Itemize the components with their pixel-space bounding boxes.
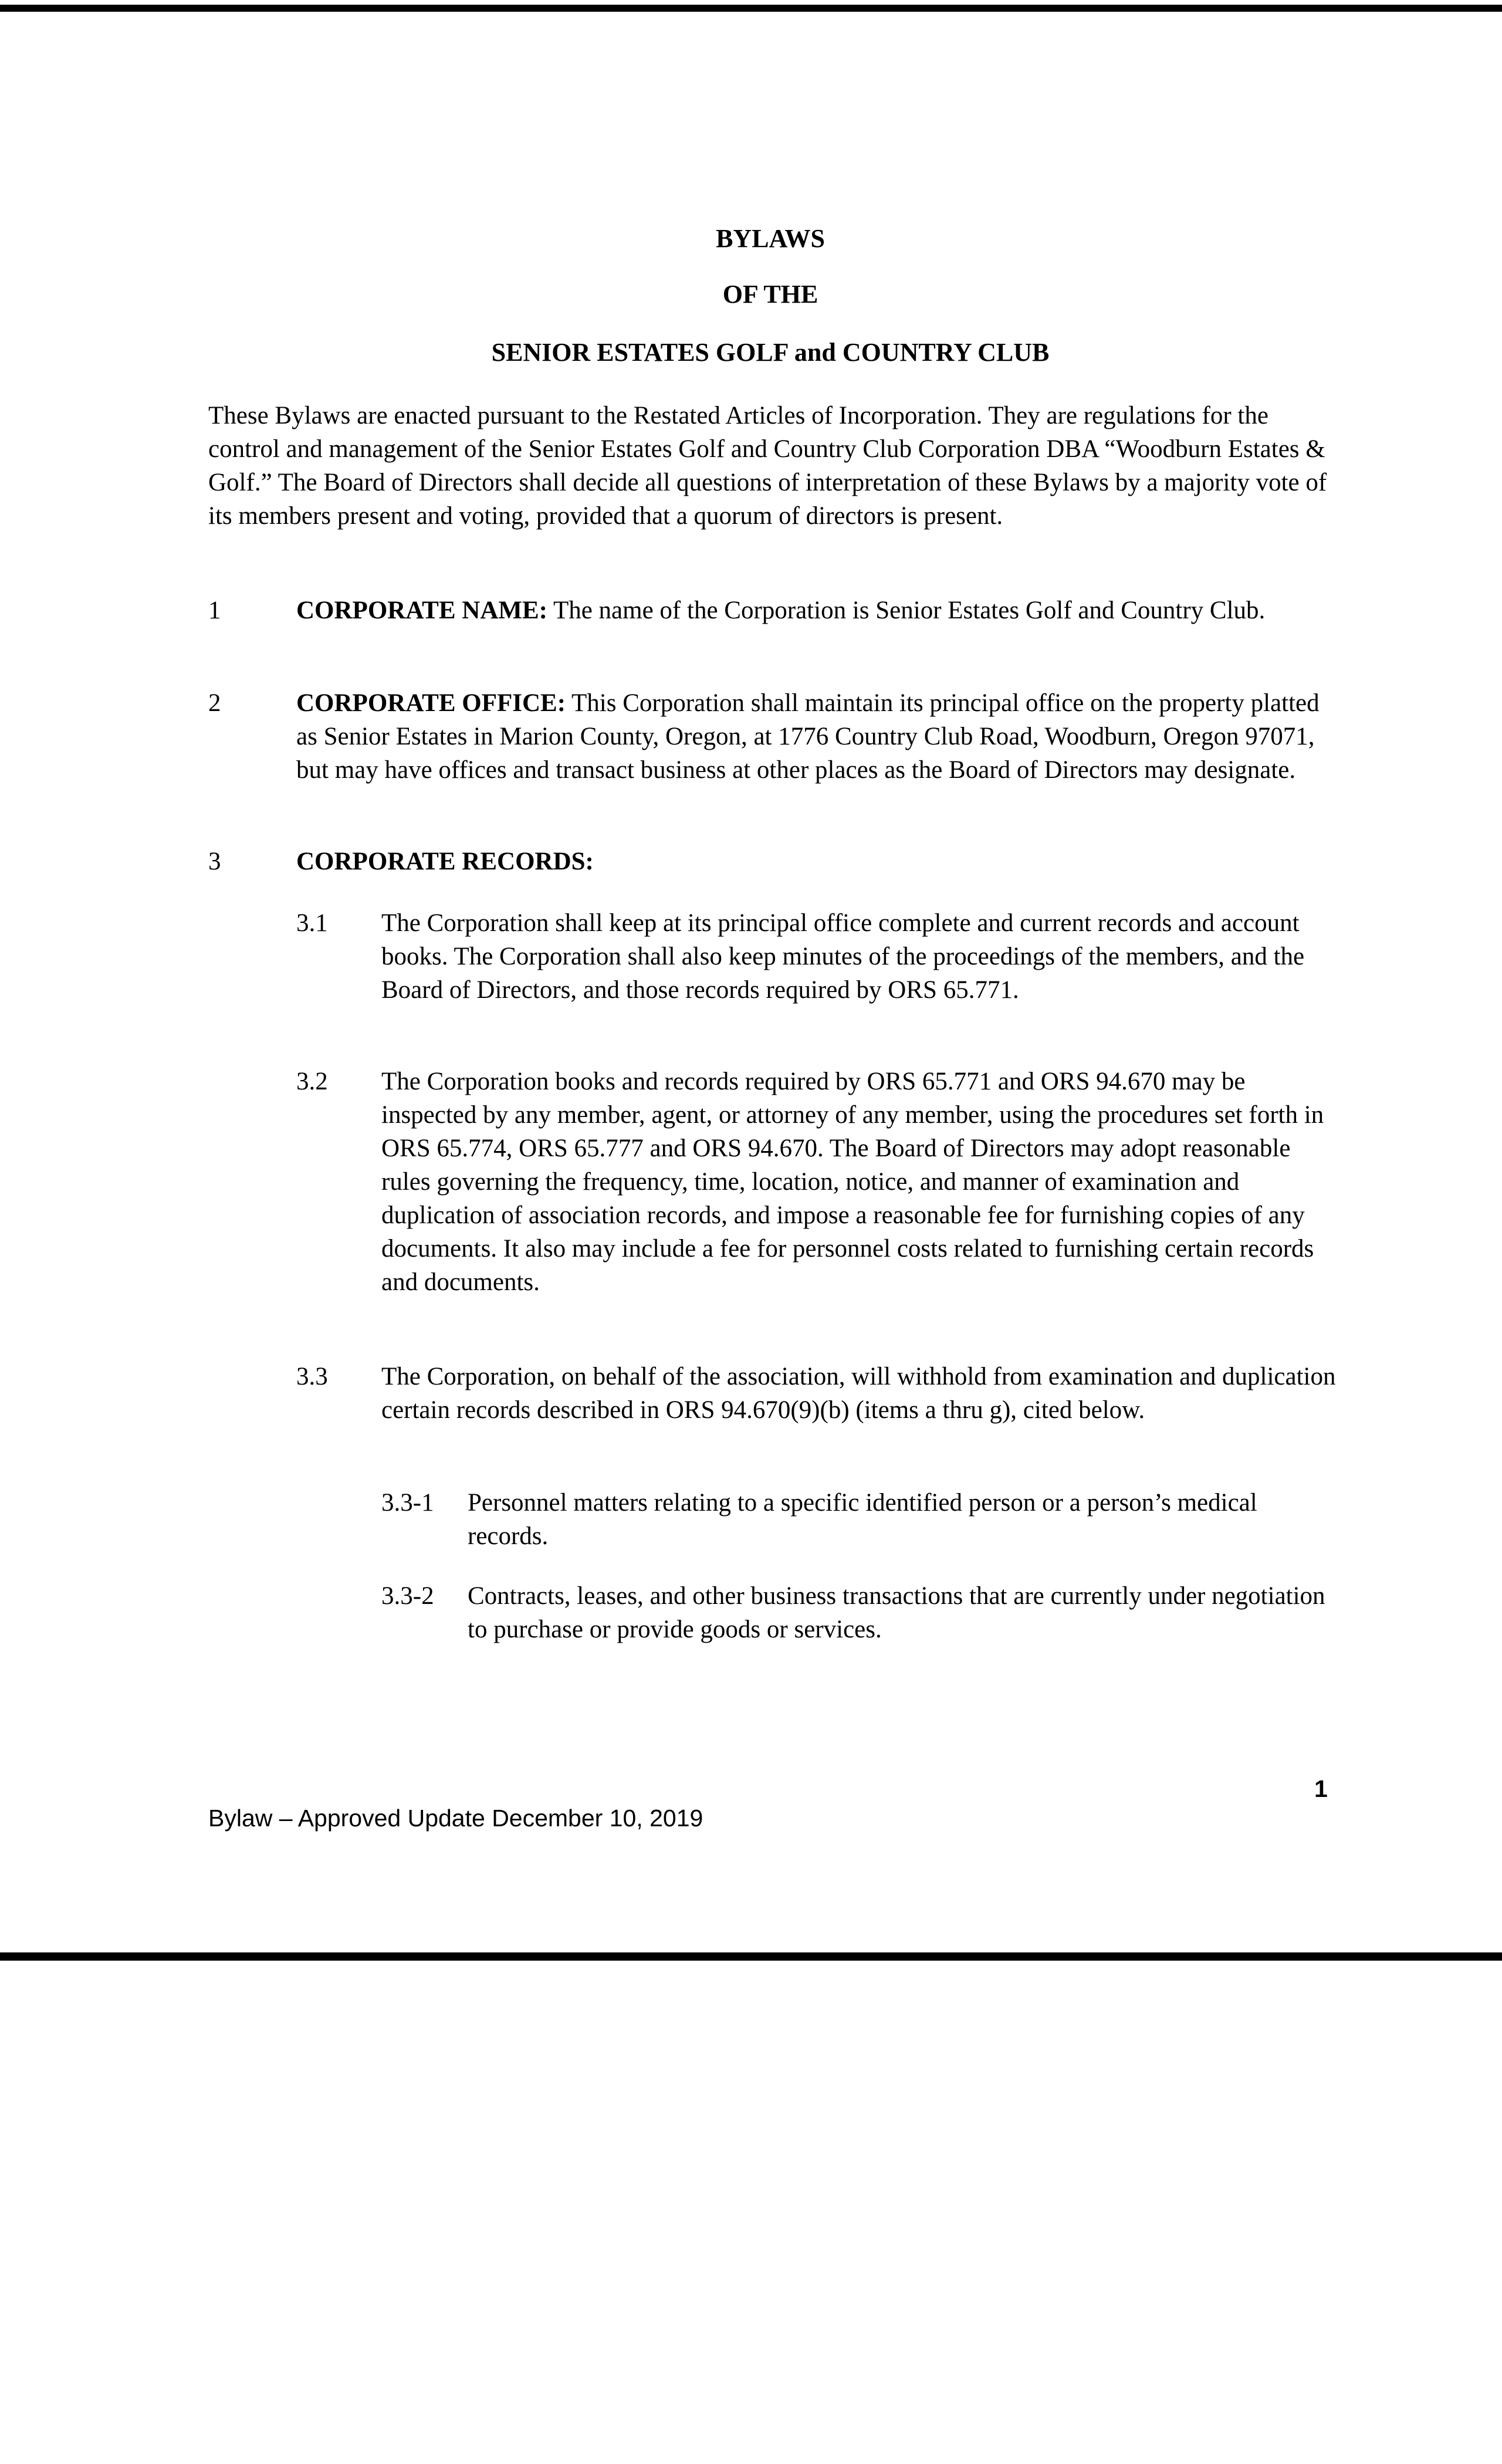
subsection-number: 3.2 — [296, 1068, 328, 1095]
section-corporate-office — [296, 686, 1341, 787]
section-number: 3 — [208, 848, 221, 875]
section-heading: CORPORATE RECORDS: — [296, 848, 594, 875]
sub-subsection-text: Personnel matters relating to a specific identified person or a person’s medical records. — [468, 1489, 1257, 1550]
subsection-text: The Corporation, on behalf of the association, will withhold from examination and duplication certain records described in ORS 94.670(9)(b) (items a thru g), cited below. — [381, 1363, 1336, 1424]
sub-subsection-text: Contracts, leases, and other business transactions that are currently under negotiation to purchase or provide goods or services. — [468, 1582, 1325, 1643]
document-title-line-2: OF THE — [722, 280, 818, 309]
section-heading: CORPORATE OFFICE: — [296, 689, 566, 717]
section-corporate-name — [296, 594, 1341, 627]
subsection-number: 3.1 — [296, 909, 328, 937]
section-number: 1 — [208, 597, 221, 624]
section-heading: CORPORATE NAME: — [296, 597, 547, 624]
sub-subsection-number: 3.3-2 — [381, 1582, 434, 1610]
organization-name: SENIOR ESTATES GOLF and COUNTRY CLUB — [491, 338, 1050, 367]
section-number: 2 — [208, 689, 221, 717]
subsection-text: The Corporation books and records required by ORS 65.771 and ORS 94.670 may be inspected by any member, agent, or attorney of any member, using the procedures set forth in ORS 65.774, ORS 65.777 and ORS 94.670. The Board of Directors may adopt reasonable rules governing the frequency, time, location, notice, and manner of examination and duplication of association records, and impose a reasonable fee for furnishing copies of any documents. It also may include a fee for personnel costs related to furnishing certain records and documents. — [381, 1068, 1324, 1296]
sub-subsection-number: 3.3-1 — [381, 1489, 434, 1517]
subsection-number: 3.3 — [296, 1363, 328, 1390]
scan-bottom-rule — [0, 1952, 1502, 1961]
subsection-text: The Corporation shall keep at its principal office complete and current records and account books. The Corporation shall also keep minutes of the proceedings of the members, and the Board of Directors, and those records required by ORS 65.771. — [381, 909, 1305, 1004]
page-number: 1 — [1314, 1775, 1328, 1802]
section-text: This Corporation shall maintain its principal office on the property platted as Senior Estates in Marion County, Oregon, at 1776 Country Club Road, Woodburn, Oregon 97071, but may have offices and transact business at other places as the Board of Directors may designate. — [296, 689, 1320, 784]
section-text: The name of the Corporation is Senior Estates Golf and Country Club. — [547, 597, 1266, 624]
document-title: BYLAWS — [716, 224, 825, 253]
intro-paragraph: These Bylaws are enacted pursuant to the Restated Articles of Incorporation. They are regulations for the control and management of the Senior Estates Golf and Country Club Corporation DBA “Woodburn Estates & Golf.” The Board of Directors shall decide all questions of interpretation of these Bylaws by a majority vote of its members present and voting, provided that a quorum of directors is present. — [208, 402, 1327, 530]
footer-text: Bylaw – Approved Update December 10, 2019 — [208, 1805, 703, 1832]
section-corporate-records — [296, 845, 1341, 878]
